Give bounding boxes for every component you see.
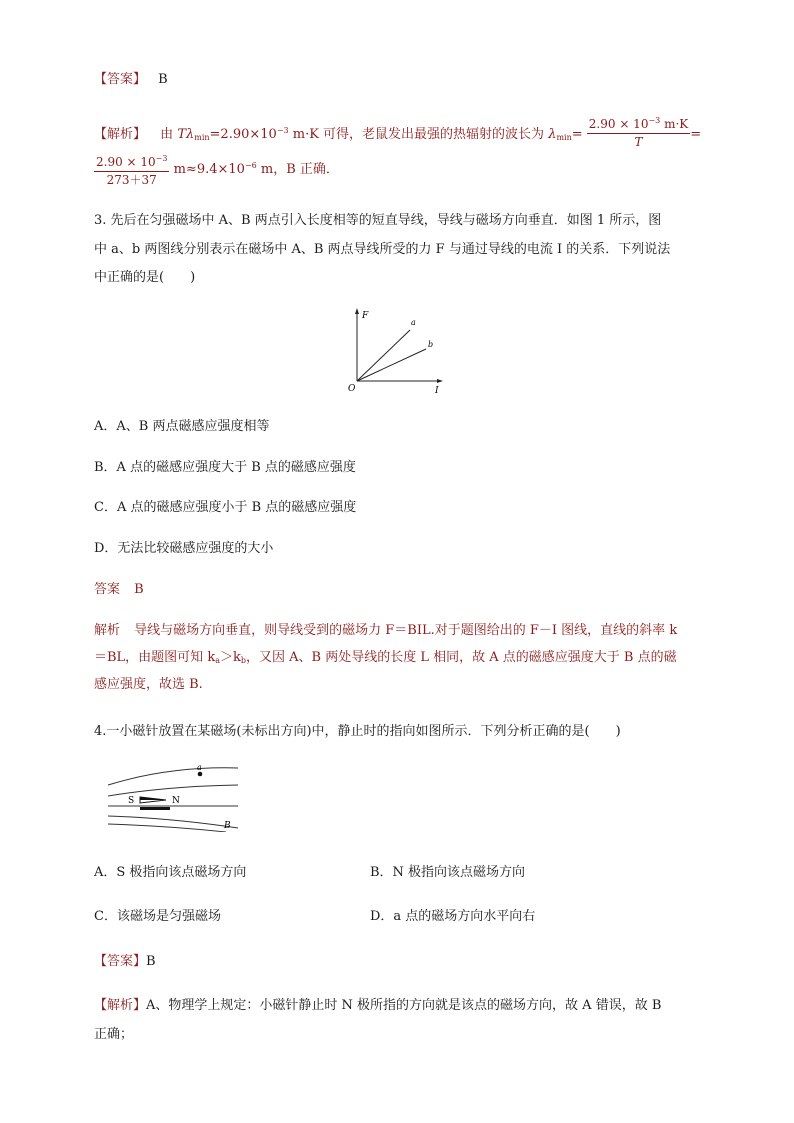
q3-analysis-label: 解析: [94, 623, 121, 638]
q2-result-tail: m，B 正确．: [256, 162, 339, 177]
q4-option-a: A．S 极指向该点磁场方向: [94, 865, 247, 880]
q4-field-line-5: [108, 824, 226, 832]
q3-answer-value: B: [134, 582, 144, 597]
q4-answer-line: [94, 952, 156, 972]
q3-analysis-line-3: 感应强度，故选 B.: [94, 677, 203, 692]
q3-origin-label: O: [348, 384, 356, 394]
q3-line-a-label: a: [411, 318, 416, 327]
q2-frac1-num-exp: −3: [648, 116, 661, 125]
q4-analysis-line-1: [94, 996, 661, 1016]
q3-line-a: [357, 330, 410, 381]
q2-frac2-den: 273＋37: [106, 173, 157, 187]
q2-analysis-line-2: [94, 150, 339, 189]
q2-answer-label: 【答案】: [94, 72, 147, 87]
q2-frac1-num: 2.90 × 10: [588, 117, 649, 131]
q4-analysis-text-1: A、物理学上规定：小磁针静止时 N 极所指的方向就是该点的磁场方向，故 A 错误，故 B: [146, 998, 662, 1013]
q2-min-subscript-2: min: [556, 133, 572, 142]
q2-result-exp: −6: [244, 161, 257, 170]
q3-stem-line-3: 中正确的是( ): [94, 270, 196, 285]
q3-stem-line-1: 3. 先后在匀强磁场中 A、B 两点引入长度相等的短直导线，导线与磁场方向垂直．如图 1 所示，图: [94, 213, 662, 228]
q2-unit-text: m·K 可得，老鼠发出最强的热辐射的波长为: [288, 127, 549, 142]
q2-answer-value: B: [158, 72, 168, 87]
q2-result-text: m≈9.4×10: [169, 162, 245, 177]
q4-point-b-label: B: [224, 821, 231, 831]
q3-line-b-label: b: [428, 340, 434, 349]
q2-analysis-prefix: 由: [160, 127, 174, 142]
q3-option-b: B．A 点的磁感应强度大于 B 点的磁感应强度: [94, 460, 356, 475]
q4-stem: 4.一小磁针放置在某磁场(未标出方向)中，静止时的指向如图所示．下列分析正确的是( ): [94, 724, 621, 739]
q2-fraction-1: [587, 112, 690, 151]
q3-line-b: [357, 349, 426, 381]
q3-analysis-line-2: [94, 648, 677, 671]
q3-option-c: C．A 点的磁感应强度小于 B 点的磁感应强度: [94, 500, 357, 515]
q4-point-a-dot: [198, 772, 203, 777]
q3-stem-line-2: 中 a、b 两图线分别表示在磁场中 A、B 两点导线所受的力 F 与通过导线的电流 I 的关系．下列说法: [94, 242, 671, 257]
q3-analysis-line-1: [94, 621, 677, 641]
q3-gt-kb: ＞k: [219, 650, 241, 665]
q4-field-figure: [100, 760, 245, 832]
q4-needle-base: [140, 807, 170, 810]
q3-option-d: D．无法比较磁感应强度的大小: [94, 541, 274, 556]
q4-needle-n-label: N: [172, 796, 180, 806]
q3-kb-subscript: b: [240, 656, 246, 665]
q4-option-d: D．a 点的磁场方向水平向右: [370, 909, 536, 924]
q2-frac2-num-exp: −3: [155, 154, 168, 163]
q2-lambda-symbol: λ: [185, 127, 195, 142]
q4-analysis-label: 【解析】: [94, 998, 147, 1013]
q4-option-c: C．该磁场是匀强磁场: [94, 909, 221, 924]
q3-analysis-text-2b: ，又因 A、B 两处导线的长度 L 相同，故 A 点的磁感应强度大于 B 点的磁: [246, 650, 677, 665]
q2-analysis-label: 【解析】: [94, 127, 147, 142]
q3-x-axis-arrow: [437, 379, 443, 383]
q2-T-symbol: T: [177, 127, 186, 142]
q2-min-subscript: min: [194, 133, 210, 142]
q4-answer-label: 【答案】: [94, 954, 147, 969]
q4-point-a-label: a: [197, 763, 202, 772]
q3-ka-subscript: a: [215, 656, 220, 665]
q3-answer-label: 答案: [94, 582, 121, 597]
q3-analysis-text-1: 导线与磁场方向垂直，则导线受到的磁场力 F＝BIL.对于题图给出的 F－I 图线，直线的斜率 k: [134, 623, 678, 638]
q4-needle-s-label: S: [128, 796, 135, 806]
q2-analysis-line-1: [94, 118, 701, 151]
q3-option-a: A．A、B 两点磁感应强度相等: [94, 419, 270, 434]
q4-analysis-line-2: 正确；: [94, 1027, 134, 1042]
q2-frac2-num: 2.90 × 10: [96, 155, 156, 169]
q2-lambda-2: λ: [548, 127, 557, 142]
q2-frac1-den: T: [634, 135, 643, 149]
q3-y-axis-arrow: [355, 308, 359, 314]
q4-field-line-1: [108, 768, 238, 785]
q2-equals-1: =: [571, 127, 583, 142]
q3-x-axis-label: I: [435, 386, 439, 396]
q2-answer-line: [94, 70, 168, 90]
q4-field-line-4: [108, 816, 238, 828]
q2-formula-1: =2.90×10: [209, 127, 277, 142]
q3-answer-line: [94, 580, 144, 600]
q2-equals-2: =: [690, 127, 702, 142]
q2-fraction-2: [94, 150, 169, 189]
q3-y-axis-label: F: [362, 311, 369, 321]
q4-answer-value: B: [146, 954, 156, 969]
q2-exp-neg3: −3: [276, 126, 289, 135]
q4-option-b: B．N 极指向该点磁场方向: [370, 865, 526, 880]
q3-fi-graph: [340, 305, 460, 397]
q2-frac1-num-unit: m·K: [660, 117, 689, 131]
q4-field-line-2: [108, 785, 238, 796]
q3-analysis-text-2a: ＝BL，由题图可知 k: [94, 650, 216, 665]
